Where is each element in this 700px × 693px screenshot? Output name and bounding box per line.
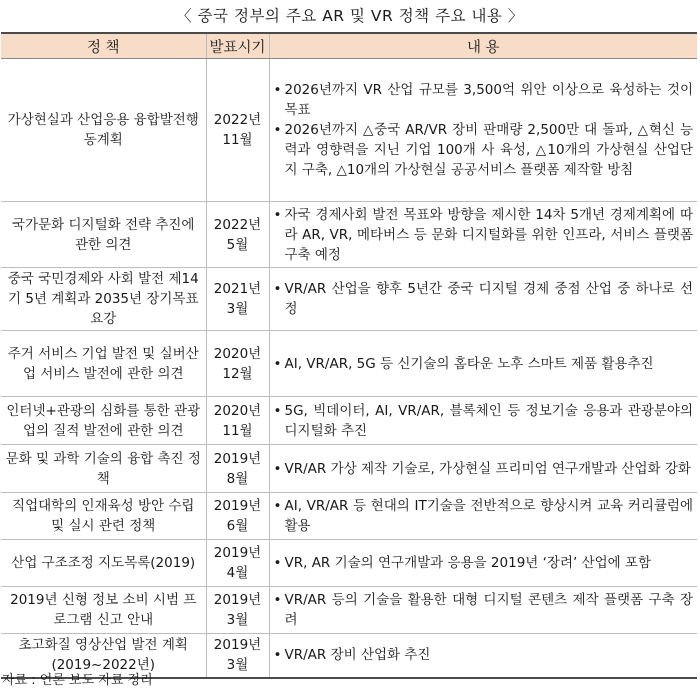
header-date: 발표시기 xyxy=(206,33,269,59)
content-cell xyxy=(269,634,697,678)
announce-month: 8월 xyxy=(226,470,249,487)
announce-year: 2020년 xyxy=(213,402,262,419)
bullet-text: AI, VR/AR 등 현대의 IT기술을 전반적으로 향상시켜 교육 커리큘럼에 활용 xyxy=(284,498,693,534)
bullet-marker: • xyxy=(273,592,282,608)
content-cell xyxy=(269,587,697,634)
header-policy: 정 책 xyxy=(1,33,206,59)
content-bullet xyxy=(274,401,694,441)
content-bullet xyxy=(274,80,694,120)
table-row xyxy=(1,397,697,445)
announce-year: 2021년 xyxy=(213,281,262,297)
content-cell xyxy=(269,202,697,268)
content-bullet xyxy=(274,354,694,374)
bullet-text: VR/AR 가상 제작 기술로, 가상현실 프리미엄 연구개발과 산업화 강화 xyxy=(284,460,691,477)
announce-date-cell xyxy=(206,397,269,445)
content-bullet xyxy=(274,279,694,319)
bullet-marker: • xyxy=(273,647,282,664)
announce-date-cell xyxy=(206,634,269,678)
announce-date-cell xyxy=(206,202,269,268)
bullet-marker: • xyxy=(273,82,282,98)
bullet-marker: • xyxy=(273,498,282,514)
announce-month: 11월 xyxy=(222,422,253,439)
announce-month: 3월 xyxy=(226,657,249,674)
announce-month: 5월 xyxy=(226,236,249,253)
bullet-marker: • xyxy=(273,555,282,571)
table-row xyxy=(1,540,697,587)
announce-month: 11월 xyxy=(222,132,253,148)
policy-name-cell: 중국 국민경제와 사회 발전 제14기 5년 계획과 2035년 장기목표 요강 xyxy=(1,268,206,331)
announce-month: 3월 xyxy=(226,612,249,628)
bullet-text: 5G, 빅데이터, AI, VR/AR, 블록체인 등 정보기술 응용과 관광분야의 디지털화 추진 xyxy=(284,402,693,439)
content-cell xyxy=(269,397,697,445)
announce-year: 2019년 xyxy=(213,545,262,561)
announce-year: 2020년 xyxy=(213,345,262,362)
bullet-marker: • xyxy=(273,460,282,477)
table-row xyxy=(1,268,697,331)
policy-table xyxy=(1,32,697,679)
content-bullet xyxy=(274,553,694,573)
bullet-text: 2026년까지 VR 산업 규모를 3,500억 위안 이상으로 육성하는 것이 목표 xyxy=(284,82,693,118)
bullet-marker: • xyxy=(273,402,282,419)
content-bullet xyxy=(274,205,694,265)
content-bullet xyxy=(274,496,694,536)
policy-name-cell: 직업대학의 인재육성 방안 수립 및 실시 관련 정책 xyxy=(1,493,206,540)
table-row xyxy=(1,331,697,397)
announce-month: 3월 xyxy=(226,301,249,317)
table-header-row xyxy=(1,33,697,59)
bullet-marker: • xyxy=(273,122,282,138)
bullet-text: AI, VR/AR, 5G 등 신기술의 홈타운 노후 스마트 제품 활용추진 xyxy=(284,355,654,372)
policy-name-cell: 2019년 신형 정보 소비 시범 프로그램 신고 안내 xyxy=(1,587,206,634)
bullet-marker: • xyxy=(273,281,282,297)
announce-date-cell xyxy=(206,540,269,587)
policy-name-cell: 산업 구조조정 지도목록(2019) xyxy=(1,540,206,587)
bullet-text: 2026년까지 △중국 AR/VR 장비 판매량 2,500만 대 돌파, △혁신 능력과 영향력을 지닌 기업 100개 사 육성, △10개의 가상현실 산업단지 구축, △10개의 가상현실 공공서비스 플랫폼 제작할 방침 xyxy=(284,122,693,178)
announce-date-cell xyxy=(206,331,269,397)
announce-date-cell xyxy=(206,493,269,540)
announce-year: 2022년 xyxy=(213,112,262,128)
content-cell xyxy=(269,331,697,397)
bullet-text: VR/AR 장비 산업화 추진 xyxy=(284,647,431,664)
policy-name-cell: 국가문화 디지털화 전략 추진에 관한 의견 xyxy=(1,202,206,268)
bullet-text: VR/AR 등의 기술을 활용한 대형 디지털 콘텐츠 제작 플랫폼 구축 장려 xyxy=(284,592,693,628)
content-cell xyxy=(269,540,697,587)
announce-month: 4월 xyxy=(226,565,249,581)
announce-year: 2019년 xyxy=(213,637,262,654)
bullet-text: 자국 경제사회 발전 목표와 방향을 제시한 14차 5개년 경제계획에 따라 AR, VR, 메타버스 등 문화 디지털화를 위한 인프라, 서비스 플랫폼 구축 예정 xyxy=(284,206,693,263)
table-row xyxy=(1,202,697,268)
announce-month: 12월 xyxy=(222,365,253,382)
content-cell xyxy=(269,445,697,493)
table-row xyxy=(1,587,697,634)
content-cell xyxy=(269,59,697,202)
announce-date-cell xyxy=(206,587,269,634)
table-row xyxy=(1,493,697,540)
table-row xyxy=(1,445,697,493)
bullet-marker: • xyxy=(273,206,282,223)
content-bullet xyxy=(274,459,694,479)
policy-name-cell: 인터넷+관광의 심화를 통한 관광업의 질적 발전에 관한 의견 xyxy=(1,397,206,445)
content-bullet xyxy=(274,645,694,665)
announce-year: 2019년 xyxy=(213,498,262,514)
header-content: 내 용 xyxy=(269,33,697,59)
content-cell xyxy=(269,268,697,331)
source-note: 자료 : 언론 보도 자료 정리 xyxy=(2,673,153,688)
announce-date-cell xyxy=(206,268,269,331)
content-bullet xyxy=(274,590,694,630)
bullet-marker: • xyxy=(273,355,282,372)
bullet-text: VR/AR 산업을 향후 5년간 중국 디지털 경제 중점 산업 중 하나로 선정 xyxy=(284,281,693,317)
announce-month: 6월 xyxy=(226,518,249,534)
policy-name-cell: 문화 및 과학 기술의 융합 촉진 정책 xyxy=(1,445,206,493)
announce-date-cell xyxy=(206,445,269,493)
policy-name-cell: 가상현실과 산업응용 융합발전행동계획 xyxy=(1,59,206,202)
announce-year: 2019년 xyxy=(213,450,262,467)
content-cell xyxy=(269,493,697,540)
announce-year: 2022년 xyxy=(213,216,262,233)
policy-name-cell: 주거 서비스 기업 발전 및 실버산업 서비스 발전에 관한 의견 xyxy=(1,331,206,397)
table-title: 〈 중국 정부의 주요 AR 및 VR 정책 주요 내용 〉 xyxy=(176,7,524,25)
announce-date-cell xyxy=(206,59,269,202)
policy-name-cell: 초고화질 영상산업 발전 계획 (2019~2022년) xyxy=(1,634,206,678)
table-row xyxy=(1,59,697,202)
bullet-text: VR, AR 기술의 연구개발과 응용을 2019년 ‘장려’ 산업에 포함 xyxy=(284,555,652,571)
content-bullet xyxy=(274,120,694,180)
announce-year: 2019년 xyxy=(213,592,262,608)
table-row xyxy=(1,634,697,678)
